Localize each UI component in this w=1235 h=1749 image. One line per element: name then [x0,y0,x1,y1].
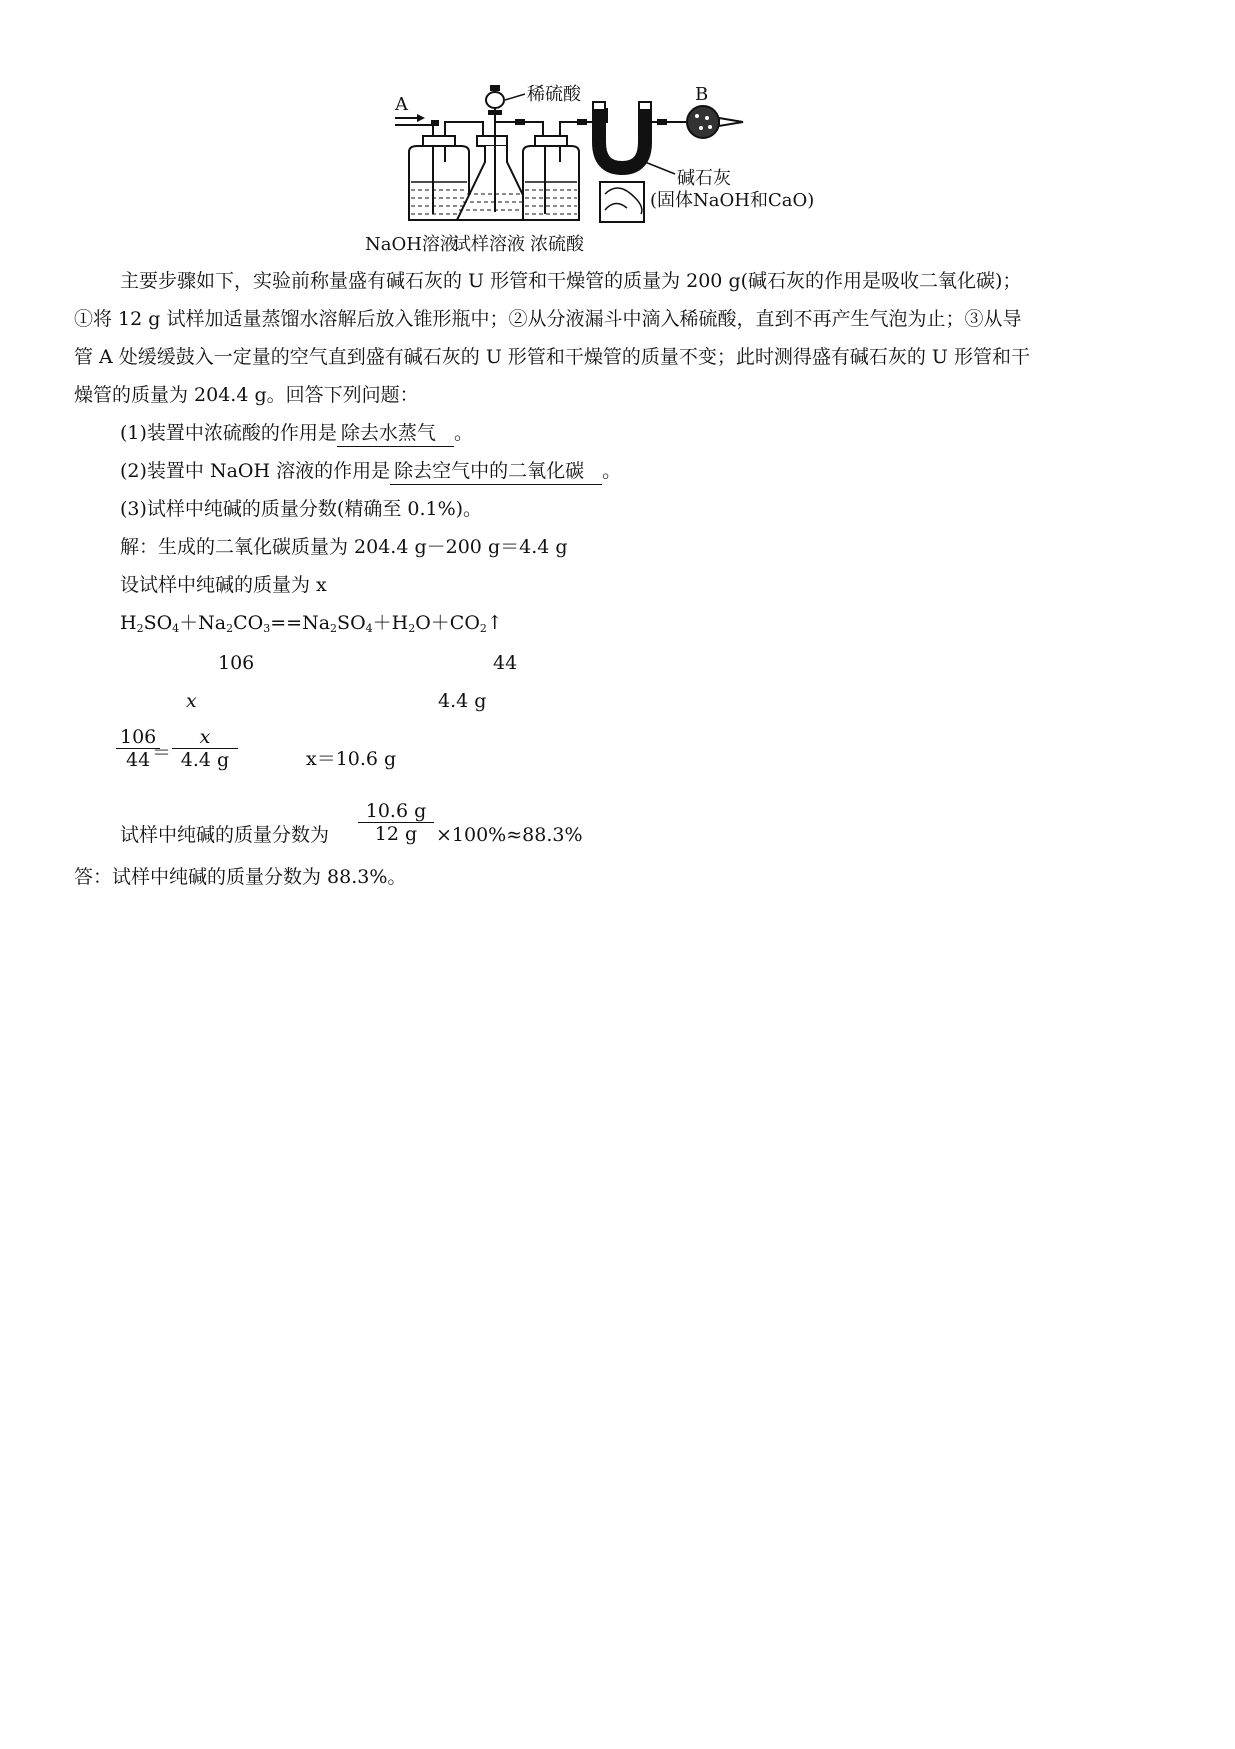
solution-line-1: 解：生成的二氧化碳质量为 204.4 g－200 g＝4.4 g [120,536,568,558]
para-line-2: ①将 12 g 试样加适量蒸馏水溶解后放入锥形瓶中；②从分液漏斗中滴入稀硫酸，直到不再产生气泡为止；③从导 [74,308,1022,330]
ratio-right: x 4.4 g [172,726,238,771]
separatory-funnel [486,92,504,108]
bottle3-label: 浓硫酸 [530,234,584,255]
pct-suffix: ×100%≈88.3% [436,824,583,846]
result-x: x＝10.6 g [306,748,397,770]
label-a: A [395,94,408,115]
para-line-4: 燥管的质量为 204.4 g。回答下列问题： [74,384,419,406]
molar-mass-na2co3: 106 [218,652,255,674]
solution-line-2: 设试样中纯碱的质量为 x [120,574,327,596]
apparatus-diagram [365,82,895,262]
para-line-3: 管 A 处缓缓鼓入一定量的空气直到盛有碱石灰的 U 形管和干燥管的质量不变；此时测得盛有碱石灰的 U 形管和干 [74,346,1030,368]
inlet-arrowhead [417,114,425,122]
drying-tube [680,84,743,138]
molar-mass-co2: 44 [493,652,518,674]
para-line-1: 主要步骤如下，实验前称量盛有碱石灰的 U 形管和干燥管的质量为 200 g(碱石灰的作用是吸收二氧化碳)； [120,270,1022,292]
co2-mass: 4.4 g [438,690,487,712]
pct-prefix: 试样中纯碱的质量分数为 [120,824,330,846]
ratio-left: 106 44 [116,726,160,771]
question-1: (1)装置中浓硫酸的作用是 除去水蒸气 。 [120,420,473,447]
question-2: (2)装置中 NaOH 溶液的作用是 除去空气中的二氧化碳 。 [120,458,621,485]
pct-fraction: 10.6 g 12 g [358,800,434,845]
funnel-stopcock [488,110,502,115]
final-answer: 答：试样中纯碱的质量分数为 88.3%。 [74,866,407,888]
sulfuric-bottle [523,136,579,220]
answer-2: 除去空气中的二氧化碳 [390,458,602,485]
naoh-bottle [409,136,469,220]
inlet-tube [395,125,433,136]
tube-1-2 [445,122,483,136]
ratio-equals: ＝ [152,742,172,764]
answer-1: 除去水蒸气 [337,420,454,447]
bottle1-label: NaOH溶液 [365,234,458,255]
bottle2-label: 试样溶液 [453,234,525,255]
acid-label: 稀硫酸 [527,84,581,105]
soda-lime-note: (固体NaOH和CaO) [650,190,815,211]
soda-lime-label: 碱石灰 [677,168,731,189]
chemical-equation: $H_2SO_4+Na_2CO_3==Na_2SO_4+H_2O+CO_2↑$ [120,612,503,635]
unknown-x: x [186,690,197,712]
label-b: B [695,84,709,105]
question-3: (3)试样中纯碱的质量分数(精确至 0.1%)。 [120,498,483,520]
